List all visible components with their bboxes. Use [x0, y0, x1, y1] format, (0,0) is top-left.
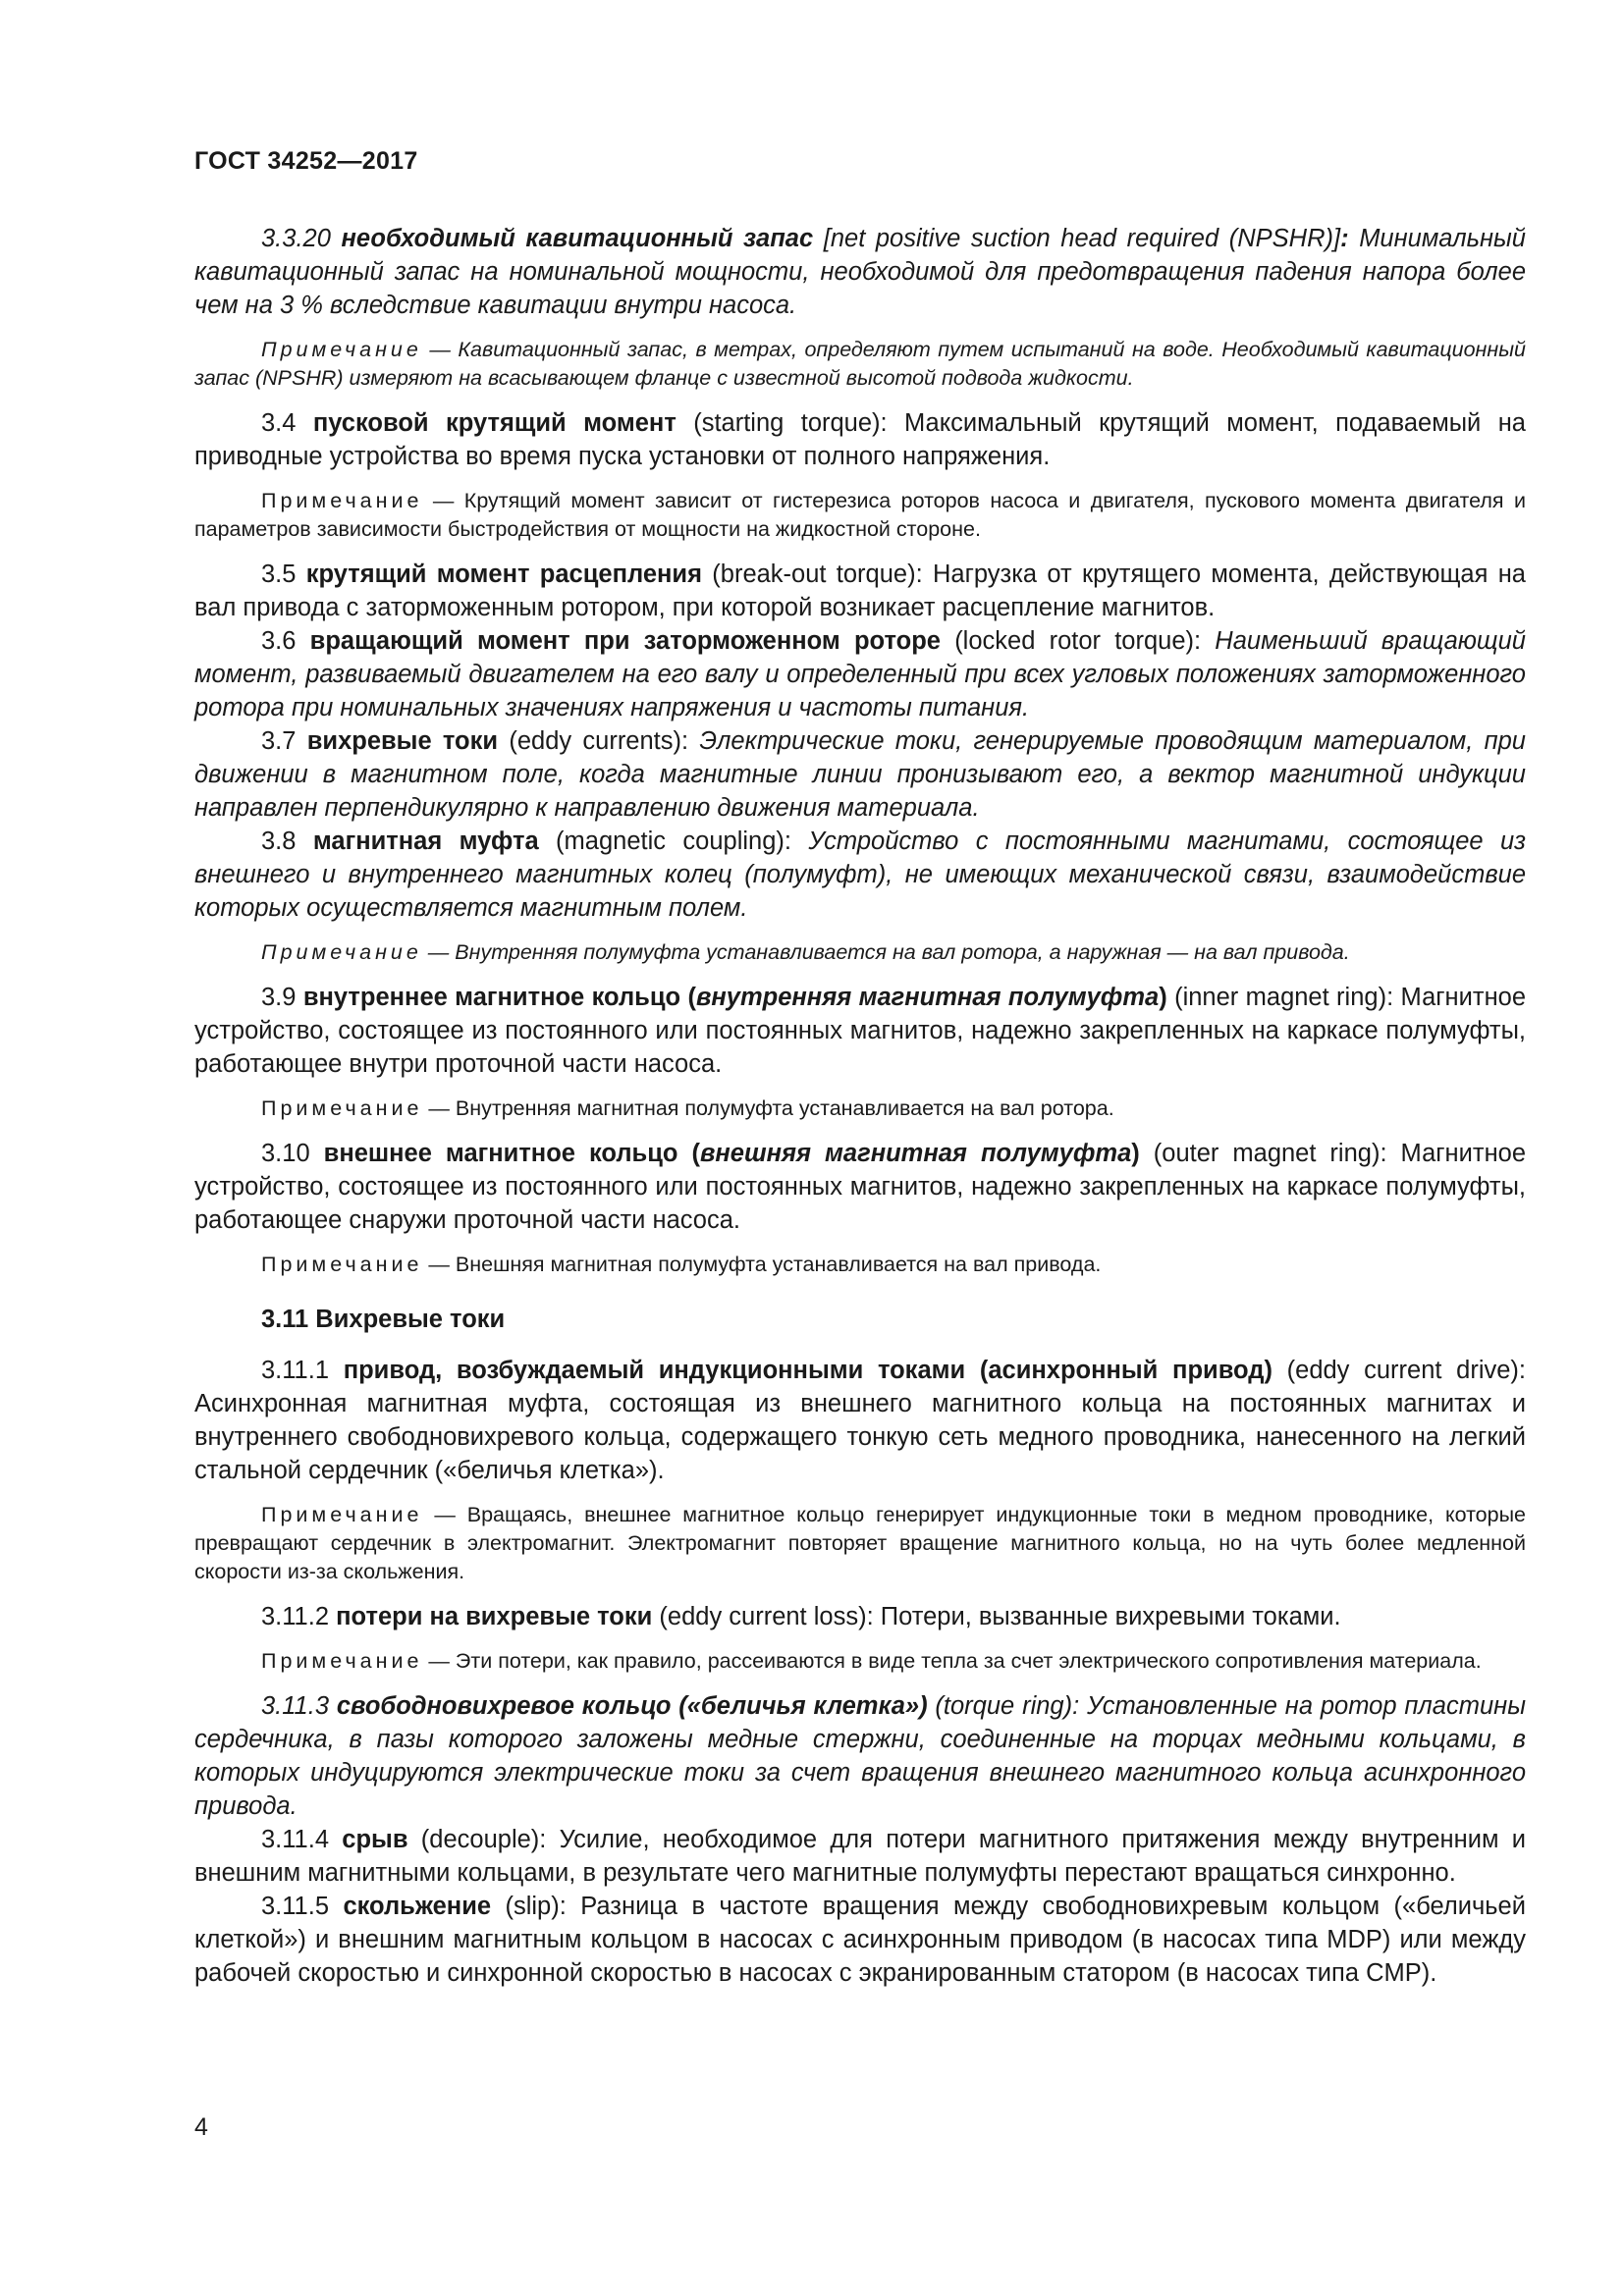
term-number: 3.3.20	[261, 225, 331, 252]
term-number: 3.11.4	[261, 1826, 330, 1853]
term-close: )	[1159, 984, 1167, 1011]
term-3-8	[194, 825, 1526, 925]
term-english: (eddy currents):	[509, 727, 689, 755]
note-text: Внутренняя магнитная полумуфта устанавливается на вал ротора.	[455, 1096, 1114, 1120]
term-3-6	[194, 624, 1526, 724]
note-label: Примечание	[261, 940, 422, 964]
note-3-10	[194, 1251, 1526, 1279]
section-heading-3-11: 3.11 Вихревые токи	[261, 1306, 506, 1333]
term-3-10	[194, 1137, 1526, 1237]
note-dash: —	[422, 1096, 456, 1120]
term-english: (outer magnet ring):	[1153, 1140, 1387, 1167]
term-english: [net positive suction head required (NPSHR)]	[823, 225, 1341, 252]
term-name: крутящий момент расцепления	[305, 561, 702, 588]
note-3-3-20	[194, 336, 1526, 393]
term-3-11-5	[194, 1890, 1526, 1990]
term-english: (locked rotor torque):	[954, 627, 1202, 655]
note-dash: —	[422, 1503, 467, 1526]
term-alt-name: внешняя магнитная полумуфта	[699, 1140, 1132, 1167]
term-3-5	[194, 558, 1526, 624]
term-number: 3.8	[261, 828, 297, 855]
term-definition: Наименьший вращающий момент, развиваемый двигателем на его валу и определенный при всех угловых положениях заторможенного ротора при номинальных значениях напряжения и частоты питания.	[194, 627, 1526, 721]
document-id: ГОСТ 34252—2017	[194, 147, 418, 175]
term-number: 3.6	[261, 627, 297, 655]
term-number: 3.9	[261, 984, 297, 1011]
term-number: 3.10	[261, 1140, 310, 1167]
term-name: вихревые токи	[306, 727, 499, 755]
term-3-11-2	[194, 1600, 1526, 1633]
term-number: 3.4	[261, 409, 297, 437]
note-label: Примечание	[261, 1503, 423, 1526]
note-label: Примечание	[261, 489, 423, 512]
term-english: (torque ring):	[935, 1692, 1080, 1720]
note-dash: —	[422, 1649, 456, 1673]
term-name: свободновихревое кольцо («беличья клетка»)	[336, 1692, 928, 1720]
term-definition: Минимальный кавитационный запас на номинальной мощности, необходимой для предотвращения падения напора более чем на 3 % вследствие кавитации внутри насоса.	[194, 225, 1526, 319]
term-definition: Установленные на ротор пластины сердечника, в пазы которого заложены медные стержни, соединенные на торцах медными кольцами, в которых индуцируются электрические токи за счет вращения внешнего магнитного кольца асинхронного привода.	[194, 1692, 1526, 1820]
term-english: (starting torque):	[693, 409, 888, 437]
term-name: привод, возбуждаемый индукционными токами (асинхронный привод)	[343, 1357, 1272, 1384]
term-definition: Магнитное устройство, состоящее из постоянного или постоянных магнитов, надежно закрепленных на каркасе полумуфты, работающее внутри проточной части насоса.	[194, 984, 1527, 1078]
term-english: (break-out torque):	[712, 561, 923, 588]
note-label: Примечание	[261, 1096, 423, 1120]
note-3-4	[194, 487, 1526, 544]
term-definition: Усилие, необходимое для потери магнитного притяжения между внутренним и внешним магнитными кольцами, в результате чего магнитные полумуфты перестают вращаться синхронно.	[194, 1826, 1527, 1887]
note-text: Крутящий момент зависит от гистерезиса роторов насоса и двигателя, пускового момента двигателя и параметров зависимости быстродействия от мощности на жидкостной стороне.	[194, 489, 1527, 541]
term-number: 3.11.1	[261, 1357, 330, 1384]
note-text: Эти потери, как правило, рассеиваются в виде тепла за счет электрического сопротивления материала.	[455, 1649, 1482, 1673]
term-number: 3.5	[261, 561, 297, 588]
term-3-9	[194, 981, 1526, 1081]
note-3-9	[194, 1095, 1526, 1123]
term-alt-name: внутренняя магнитная полумуфта	[695, 984, 1160, 1011]
note-label: Примечание	[261, 1649, 423, 1673]
term-close: )	[1131, 1140, 1140, 1167]
term-name: вращающий момент при заторможенном роторе	[309, 627, 941, 655]
term-definition: Нагрузка от крутящего момента, действующая на вал привода с заторможенным ротором, при которой возникает расцепление магнитов.	[194, 561, 1526, 621]
document-body	[194, 222, 1526, 1990]
term-name: внутреннее магнитное кольцо (	[302, 984, 696, 1011]
term-definition: Устройство с постоянными магнитами, состоящее из внешнего и внутреннего магнитных колец (полумуфт), не имеющих механической связи, взаимодействие которых осуществляется магнитным полем.	[194, 828, 1527, 922]
term-name: пусковой крутящий момент	[312, 409, 677, 437]
note-3-11-1	[194, 1501, 1526, 1586]
term-name: потери на вихревые токи	[336, 1603, 653, 1630]
term-english: (eddy current loss):	[659, 1603, 874, 1630]
term-name: внешнее магнитное кольцо (	[323, 1140, 700, 1167]
term-name: скольжение	[343, 1893, 492, 1920]
note-dash: —	[422, 489, 464, 512]
term-number: 3.11.2	[261, 1603, 330, 1630]
note-text: Кавитационный запас, в метрах, определяют путем испытаний на воде. Необходимый кавитационный запас (NPSHR) измеряют на всасывающем фланце с известной высотой подвода жидкости.	[194, 338, 1526, 390]
term-number: 3.7	[261, 727, 297, 755]
term-definition: Потери, вызванные вихревыми токами.	[880, 1603, 1341, 1630]
term-number: 3.11.3	[261, 1692, 330, 1720]
note-text: Вращаясь, внешнее магнитное кольцо генерирует индукционные токи в медном проводнике, которые превращают сердечник в электромагнит. Электромагнит повторяет вращение магнитного кольца, но на чуть более медленной скорости из-за скольжения.	[194, 1503, 1527, 1583]
term-3-3-20	[194, 222, 1526, 322]
term-name: магнитная муфта	[312, 828, 539, 855]
page-number: 4	[194, 2113, 208, 2141]
term-3-11-4	[194, 1823, 1526, 1890]
term-english: (eddy current drive):	[1286, 1357, 1526, 1384]
term-definition: Электрические токи, генерируемые проводящим материалом, при движении в магнитном поле, когда магнитные линии пронизывают его, а вектор магнитной индукции направлен перпендикулярно к направлению движения материала.	[194, 727, 1526, 822]
note-label: Примечание	[261, 338, 422, 361]
term-name: срыв	[342, 1826, 408, 1853]
term-definition: Максимальный крутящий момент, подаваемый на приводные устройства во время пуска установки от полного напряжения.	[194, 409, 1526, 470]
term-3-7	[194, 724, 1526, 825]
term-3-4	[194, 406, 1526, 473]
term-3-11-1	[194, 1354, 1526, 1487]
note-dash: —	[421, 338, 459, 361]
term-definition: Магнитное устройство, состоящее из постоянного или постоянных магнитов, надежно закрепленных на каркасе полумуфты, работающее снаружи проточной части насоса.	[194, 1140, 1527, 1234]
term-english: (inner magnet ring):	[1174, 984, 1394, 1011]
note-text: Внутренняя полумуфта устанавливается на вал ротора, а наружная — на вал привода.	[455, 940, 1350, 964]
term-english: (slip):	[505, 1893, 567, 1920]
term-definition: Асинхронная магнитная муфта, состоящая из внешнего магнитного кольца на постоянных магнитах и внутреннего свободновихревого кольца, содержащего тонкую сеть медного проводника, нанесенного на легкий стальной сердечник («беличья клетка»).	[194, 1390, 1526, 1484]
term-number: 3.11.5	[261, 1893, 330, 1920]
term-colon: :	[1340, 225, 1349, 252]
term-english: (magnetic coupling):	[556, 828, 791, 855]
note-3-11-2	[194, 1647, 1526, 1676]
note-dash: —	[422, 1253, 456, 1276]
note-3-8	[194, 938, 1526, 967]
term-name: необходимый кавитационный запас	[341, 225, 814, 252]
term-definition: Разница в частоте вращения между свободновихревым кольцом («беличьей клеткой») и внешним магнитным кольцом в насосах с асинхронным приводом (в насосах типа MDP) или между рабочей скоростью и синхронной скоростью в насосах с экранированным статором (в насосах типа CMP).	[194, 1893, 1526, 1987]
term-english: (decouple):	[420, 1826, 547, 1853]
note-label: Примечание	[261, 1253, 423, 1276]
term-3-11-3	[194, 1689, 1526, 1823]
note-text: Внешняя магнитная полумуфта устанавливается на вал привода.	[455, 1253, 1102, 1276]
note-dash: —	[421, 940, 456, 964]
